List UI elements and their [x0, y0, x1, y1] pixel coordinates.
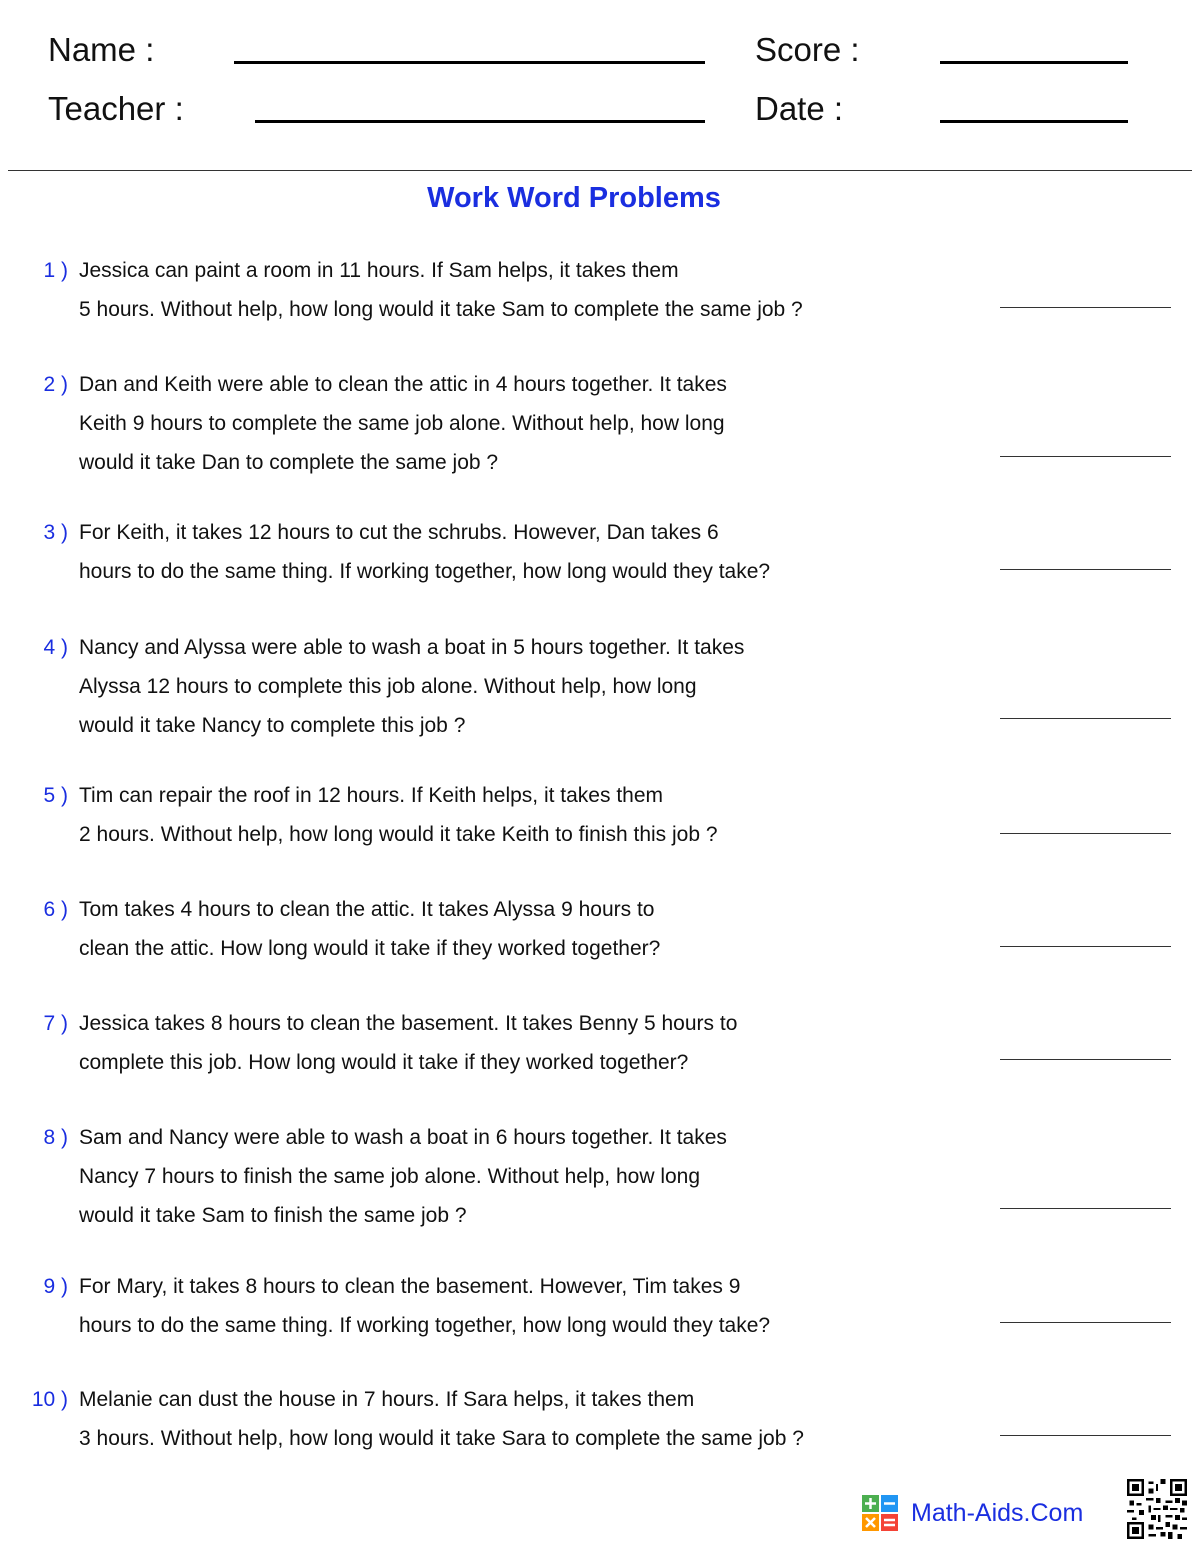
answer-blank-line[interactable]	[1000, 718, 1171, 719]
problem-number: 9 )	[43, 1275, 68, 1298]
name-field-line[interactable]	[234, 61, 705, 64]
problem-text	[79, 1267, 939, 1345]
date-field-line[interactable]	[940, 120, 1128, 123]
answer-blank-line[interactable]	[1000, 833, 1171, 834]
problem-text	[79, 776, 939, 854]
problem-number: 6 )	[43, 898, 68, 921]
problem-text-line: For Mary, it takes 8 hours to clean the basement. However, Tim takes 9	[79, 1275, 741, 1298]
qr-code-icon	[1127, 1479, 1187, 1539]
problem-text-line: Melanie can dust the house in 7 hours. If Sara helps, it takes them	[79, 1388, 695, 1411]
problem-text	[79, 1380, 939, 1458]
teacher-label: Teacher :	[48, 90, 184, 127]
problem-number: 5 )	[43, 784, 68, 807]
name-label: Name :	[48, 31, 155, 68]
problem-text-line: Nancy 7 hours to finish the same job alone. Without help, how long	[79, 1165, 701, 1188]
worksheet-title: Work Word Problems	[427, 182, 721, 214]
score-label: Score :	[755, 31, 860, 68]
problem-text-line: clean the attic. How long would it take if they worked together?	[79, 937, 661, 960]
problem-text-line: would it take Sam to finish the same job ?	[79, 1204, 467, 1227]
problem-text-line: 3 hours. Without help, how long would it take Sara to complete the same job ?	[79, 1427, 804, 1450]
problem-text-line: Jessica can paint a room in 11 hours. If Sam helps, it takes them	[79, 259, 679, 282]
problem-text-line: 5 hours. Without help, how long would it take Sam to complete the same job ?	[79, 298, 803, 321]
problem-number: 2 )	[43, 373, 68, 396]
problem-number: 4 )	[43, 636, 68, 659]
problem-text-line: 2 hours. Without help, how long would it take Keith to finish this job ?	[79, 823, 718, 846]
answer-blank-line[interactable]	[1000, 307, 1171, 308]
teacher-field-line[interactable]	[255, 120, 705, 123]
problem-text	[79, 513, 939, 591]
answer-blank-line[interactable]	[1000, 1435, 1171, 1436]
answer-blank-line[interactable]	[1000, 1322, 1171, 1323]
problem-number: 7 )	[43, 1012, 68, 1035]
problem-text-line: hours to do the same thing. If working together, how long would they take?	[79, 560, 771, 583]
problem-number: 8 )	[43, 1126, 68, 1149]
problem-text-line: For Keith, it takes 12 hours to cut the schrubs. However, Dan takes 6	[79, 521, 719, 544]
problem-text	[79, 1118, 939, 1235]
problem-text-line: Nancy and Alyssa were able to wash a boat in 5 hours together. It takes	[79, 636, 745, 659]
header-divider	[8, 170, 1192, 171]
problem-text-line: Jessica takes 8 hours to clean the basement. It takes Benny 5 hours to	[79, 1012, 738, 1035]
problem-text-line: complete this job. How long would it take if they worked together?	[79, 1051, 689, 1074]
problem-text-line: would it take Nancy to complete this job ?	[79, 714, 466, 737]
problem-text-line: Tom takes 4 hours to clean the attic. It takes Alyssa 9 hours to	[79, 898, 655, 921]
answer-blank-line[interactable]	[1000, 946, 1171, 947]
problem-text	[79, 251, 939, 329]
answer-blank-line[interactable]	[1000, 1208, 1171, 1209]
problem-text	[79, 628, 939, 745]
problem-text-line: Dan and Keith were able to clean the attic in 4 hours together. It takes	[79, 373, 727, 396]
answer-blank-line[interactable]	[1000, 456, 1171, 457]
problem-text-line: Sam and Nancy were able to wash a boat in 6 hours together. It takes	[79, 1126, 727, 1149]
problem-number: 3 )	[43, 521, 68, 544]
score-field-line[interactable]	[940, 61, 1128, 64]
problem-text	[79, 890, 939, 968]
problem-text-line: Tim can repair the roof in 12 hours. If Keith helps, it takes them	[79, 784, 664, 807]
problem-text-line: hours to do the same thing. If working together, how long would they take?	[79, 1314, 771, 1337]
problem-text-line: would it take Dan to complete the same job ?	[79, 451, 499, 474]
answer-blank-line[interactable]	[1000, 1059, 1171, 1060]
problem-number: 1 )	[43, 259, 68, 282]
problem-text	[79, 365, 939, 482]
problem-text	[79, 1004, 939, 1082]
problem-number: 10 )	[31, 1388, 68, 1411]
math-aids-calculator-icon	[862, 1495, 898, 1531]
problem-text-line: Alyssa 12 hours to complete this job alone. Without help, how long	[79, 675, 697, 698]
date-label: Date :	[755, 90, 844, 127]
problem-text-line: Keith 9 hours to complete the same job alone. Without help, how long	[79, 412, 725, 435]
answer-blank-line[interactable]	[1000, 569, 1171, 570]
math-aids-brand-link[interactable]: Math-Aids.Com	[911, 1499, 1084, 1527]
